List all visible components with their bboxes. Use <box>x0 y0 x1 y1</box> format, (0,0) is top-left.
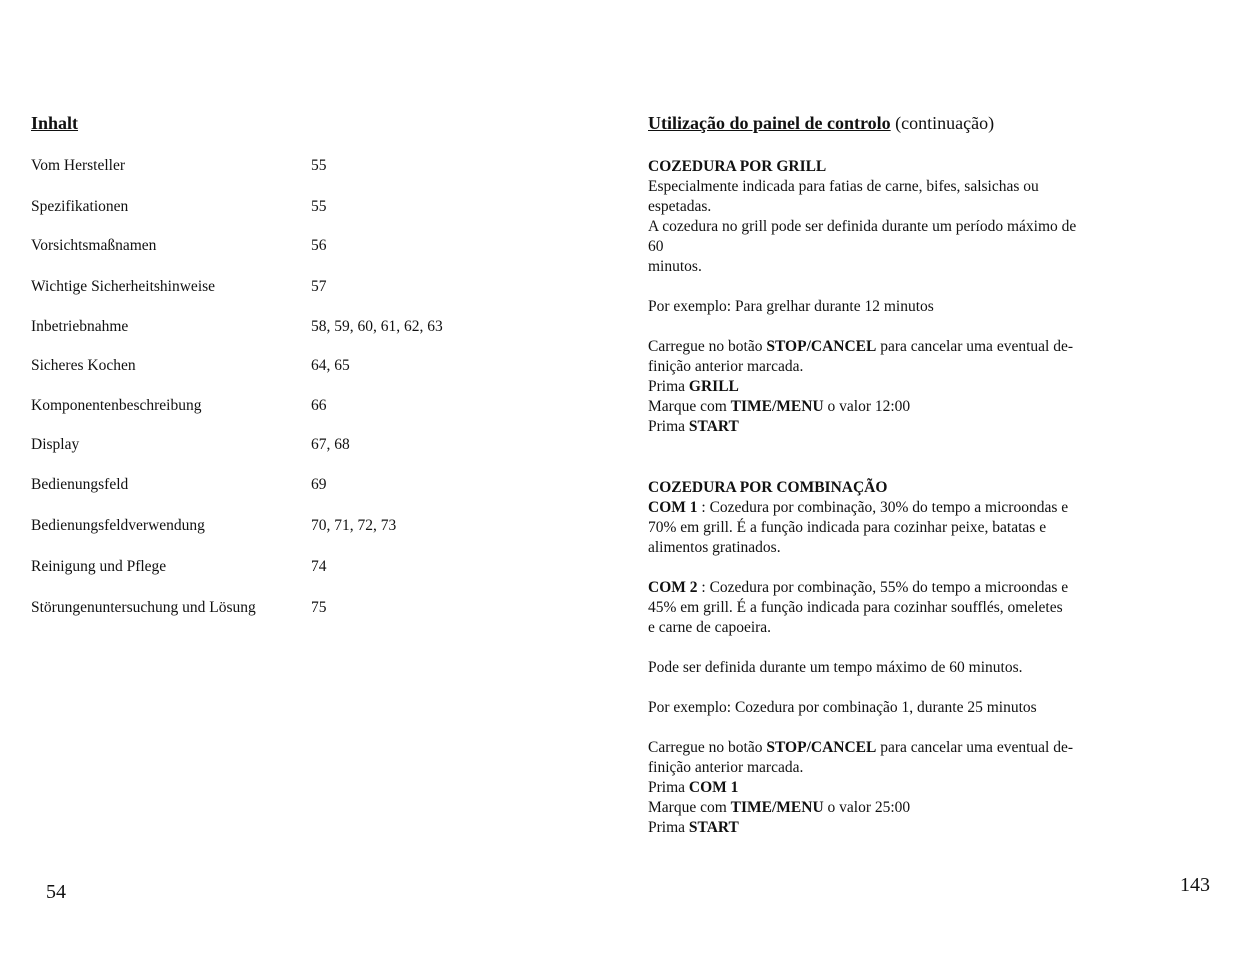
combi-example: Por exemplo: Cozedura por combinação 1, durante 25 minutos <box>648 699 1037 716</box>
toc-item-page: 67, 68 <box>311 436 350 453</box>
toc-item-page: 55 <box>311 198 327 215</box>
toc-item-name: Vorsichtsmaßnamen <box>31 237 157 254</box>
com1-desc: 70% em grill. É a função indicada para cozinhar peixe, batatas e <box>648 519 1047 536</box>
combi-step: finição anterior marcada. <box>648 759 804 776</box>
com1-desc: alimentos gratinados. <box>648 539 781 556</box>
right-page-number: 143 <box>1180 874 1210 896</box>
toc-item-name: Wichtige Sicherheitshinweise <box>31 278 216 295</box>
com2-desc: 45% em grill. É a função indicada para cozinhar soufflés, omeletes <box>648 599 1063 616</box>
combi-max: Pode ser definida durante um tempo máximo de 60 minutos. <box>648 659 1023 676</box>
toc-item-name: Display <box>31 436 80 453</box>
grill-desc: 60 <box>648 238 664 255</box>
toc-item-name: Bedienungsfeld <box>31 476 129 493</box>
grill-step: Marque com TIME/MENU o valor 12:00 <box>648 398 911 415</box>
grill-heading: COZEDURA POR GRILL <box>648 158 827 175</box>
toc-item-page: 64, 65 <box>311 357 350 374</box>
grill-step: finição anterior marcada. <box>648 358 804 375</box>
toc-item-page: 56 <box>311 237 327 254</box>
grill-desc: espetadas. <box>648 198 712 215</box>
toc-item-page: 69 <box>311 476 327 493</box>
toc-item-page: 75 <box>311 599 327 616</box>
toc-item-page: 57 <box>311 278 327 295</box>
section-title-text: Utilização do painel de controlo <box>648 113 891 133</box>
toc-item-page: 70, 71, 72, 73 <box>311 517 397 534</box>
toc-item-page: 66 <box>311 397 327 414</box>
grill-step: Prima GRILL <box>648 378 739 395</box>
grill-step: Carregue no botão STOP/CANCEL para cancelar uma eventual de- <box>648 338 1073 355</box>
section-title <box>648 113 994 134</box>
grill-example: Por exemplo: Para grelhar durante 12 minutos <box>648 298 934 315</box>
grill-step: Prima START <box>648 418 739 435</box>
toc-item-name: Sicheres Kochen <box>31 357 136 374</box>
com2-desc: COM 2 : Cozedura por combinação, 55% do tempo a microondas e <box>648 579 1069 596</box>
toc-item-name: Reinigung und Pflege <box>31 558 167 575</box>
com2-desc: e carne de capoeira. <box>648 619 772 636</box>
toc-item-page: 58, 59, 60, 61, 62, 63 <box>311 318 443 335</box>
grill-desc: A cozedura no grill pode ser definida durante um período máximo de <box>648 218 1077 235</box>
toc-item-name: Bedienungsfeldverwendung <box>31 517 205 534</box>
section-title-suffix: (continuação) <box>895 113 995 133</box>
toc-title: Inhalt <box>31 113 79 133</box>
toc-item-name: Komponentenbeschreibung <box>31 397 202 414</box>
combi-step: Prima START <box>648 819 739 836</box>
combi-step: Carregue no botão STOP/CANCEL para cancelar uma eventual de- <box>648 739 1073 756</box>
left-page-number: 54 <box>46 881 66 903</box>
combi-heading: COZEDURA POR COMBINAÇÃO <box>648 479 888 496</box>
grill-desc: minutos. <box>648 258 702 275</box>
combi-step: Marque com TIME/MENU o valor 25:00 <box>648 799 911 816</box>
toc-item-name: Inbetriebnahme <box>31 318 129 335</box>
toc-item-page: 55 <box>311 157 327 174</box>
combi-section <box>648 478 1128 838</box>
toc-item-name: Störungenuntersuchung und Lösung <box>31 599 256 616</box>
com1-desc: COM 1 : Cozedura por combinação, 30% do tempo a microondas e <box>648 499 1069 516</box>
toc-item-name: Vom Hersteller <box>31 157 125 174</box>
toc-item-page: 74 <box>311 558 327 575</box>
toc-item-name: Spezifikationen <box>31 198 129 215</box>
combi-step: Prima COM 1 <box>648 779 739 796</box>
grill-section <box>648 157 1128 437</box>
grill-desc: Especialmente indicada para fatias de carne, bifes, salsichas ou <box>648 178 1039 195</box>
